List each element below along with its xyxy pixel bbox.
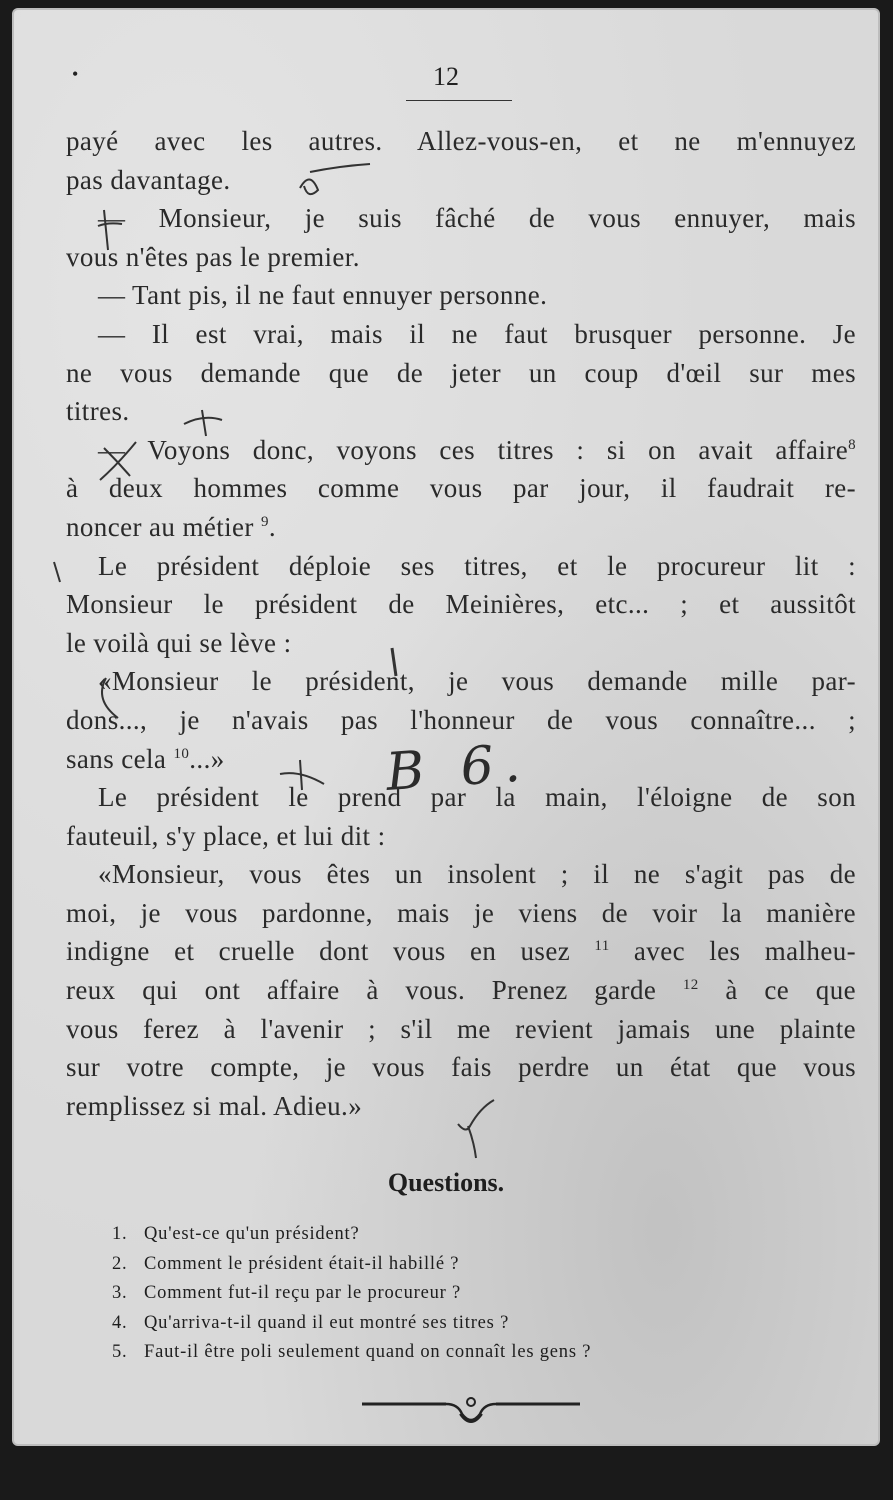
question-number: 4.	[112, 1312, 128, 1333]
text-line: à deux hommes comme vous par jour, il faudrait re-	[66, 473, 856, 504]
footnote-ref-11: 11	[594, 938, 610, 955]
text-line	[66, 971, 856, 1010]
questions-list	[112, 1220, 591, 1368]
footnote-tail-10: ...»	[189, 743, 225, 774]
pencil-stroke	[382, 644, 412, 680]
question-number: 2.	[112, 1253, 128, 1274]
question-text: Faut-il être poli seulement quand on connaît les gens ?	[144, 1342, 592, 1362]
question-text: Comment le président était-il habillé ?	[144, 1253, 460, 1274]
text-line: «Monsieur le président, je vous demande mille par-	[98, 666, 856, 697]
corner-mark: •	[72, 64, 79, 84]
text-line: payé avec les autres. Allez-vous-en, et ne m'ennuyez	[66, 126, 856, 156]
body-text	[66, 122, 856, 1125]
text-line: remplissez si mal. Adieu.»	[66, 1090, 363, 1121]
pencil-checkmark	[292, 158, 382, 208]
pencil-x-mark	[90, 438, 150, 484]
text-line-content: noncer au métier	[66, 511, 254, 542]
pencil-stroke-2	[90, 674, 130, 724]
paragraph-2	[66, 199, 856, 276]
footnote-ref-10: 10	[173, 745, 190, 762]
footnote-tail-9: .	[268, 511, 277, 542]
paragraph-3	[66, 276, 856, 315]
text-line: ne vous demande que de jeter un coup d'œil sur mes	[66, 357, 856, 388]
question-item	[112, 1279, 591, 1309]
question-text: Qu'arriva-t-il quand il eut montré ses titres ?	[144, 1312, 510, 1333]
text-line: fauteuil, s'y place, et lui dit :	[66, 820, 386, 851]
text-line: — Tant pis, il ne faut ennuyer personne.	[98, 280, 548, 311]
question-number: 1.	[112, 1224, 128, 1244]
question-number: 3.	[112, 1283, 128, 1303]
text-line-content: indigne et cruelle dont vous en usez	[66, 936, 571, 967]
page-number: 12	[433, 62, 459, 91]
text-line: Monsieur le président de Meinières, etc... ; et aussitôt	[66, 589, 856, 620]
text-line: sur votre compte, je vous fais perdre un état que vous	[66, 1052, 856, 1083]
question-number: 5.	[112, 1342, 128, 1362]
footnote-ref-8: 8	[848, 436, 856, 453]
text-line: «Monsieur, vous êtes un insolent ; il ne s'agit pas de	[98, 859, 856, 890]
text-line: le voilà qui se lève :	[66, 627, 292, 658]
footnote-ref-12: 12	[682, 977, 699, 994]
text-line: dons..., je n'avais pas l'honneur de vous connaître... ;	[66, 704, 856, 735]
pencil-check-3	[452, 1096, 512, 1162]
text-line: — Il est vrai, mais il ne faut brusquer personne. Je	[98, 318, 856, 349]
pencil-bracket	[90, 204, 130, 254]
text-line-content: — Voyons donc, voyons ces titres : si on avait affaire	[98, 434, 849, 465]
book-page	[12, 8, 880, 1446]
paragraph-9	[66, 855, 856, 1125]
text-line: pas davantage.	[66, 164, 231, 195]
text-line: Le président déploie ses titres, et le procureur lit :	[98, 550, 856, 581]
text-line: vous n'êtes pas le premier.	[66, 241, 360, 272]
footnote-ref-9: 9	[260, 513, 269, 530]
text-line: vous ferez à l'avenir ; s'il me revient jamais une plainte	[66, 1013, 856, 1044]
question-text: Qu'est-ce qu'un président?	[144, 1224, 360, 1244]
text-line: moi, je vous pardonne, mais je viens de voir la manière	[66, 897, 856, 928]
text-line: — Monsieur, je suis fâché de vous ennuyer, mais	[98, 203, 856, 234]
paragraph-1	[66, 122, 856, 199]
text-line	[66, 932, 856, 971]
question-text: Comment fut-il reçu par le procureur ?	[144, 1283, 462, 1303]
pencil-check-2	[272, 756, 332, 796]
text-line	[66, 508, 856, 547]
pencil-cross	[178, 404, 228, 440]
pencil-tick	[48, 558, 68, 588]
question-item	[112, 1338, 591, 1368]
text-line-content: sans cela	[66, 743, 167, 774]
question-item	[112, 1220, 591, 1250]
paragraph-6	[66, 547, 856, 663]
page-number-rule	[406, 100, 512, 101]
question-item	[112, 1309, 591, 1339]
handwritten-note: B 6.	[384, 733, 533, 803]
text-line: Le président le prend par la main, l'éloigne de son	[98, 782, 856, 813]
question-item	[112, 1250, 591, 1280]
ornament-divider	[360, 1392, 582, 1432]
questions-heading: Questions.	[387, 1168, 505, 1197]
text-line-content: reux qui ont affaire à vous. Prenez garde	[66, 975, 657, 1006]
footnote-tail-11: avec les malheu-	[609, 936, 856, 967]
footnote-tail-12: à ce que	[698, 975, 856, 1006]
text-line: titres.	[66, 396, 130, 427]
paragraph-5	[66, 431, 856, 547]
